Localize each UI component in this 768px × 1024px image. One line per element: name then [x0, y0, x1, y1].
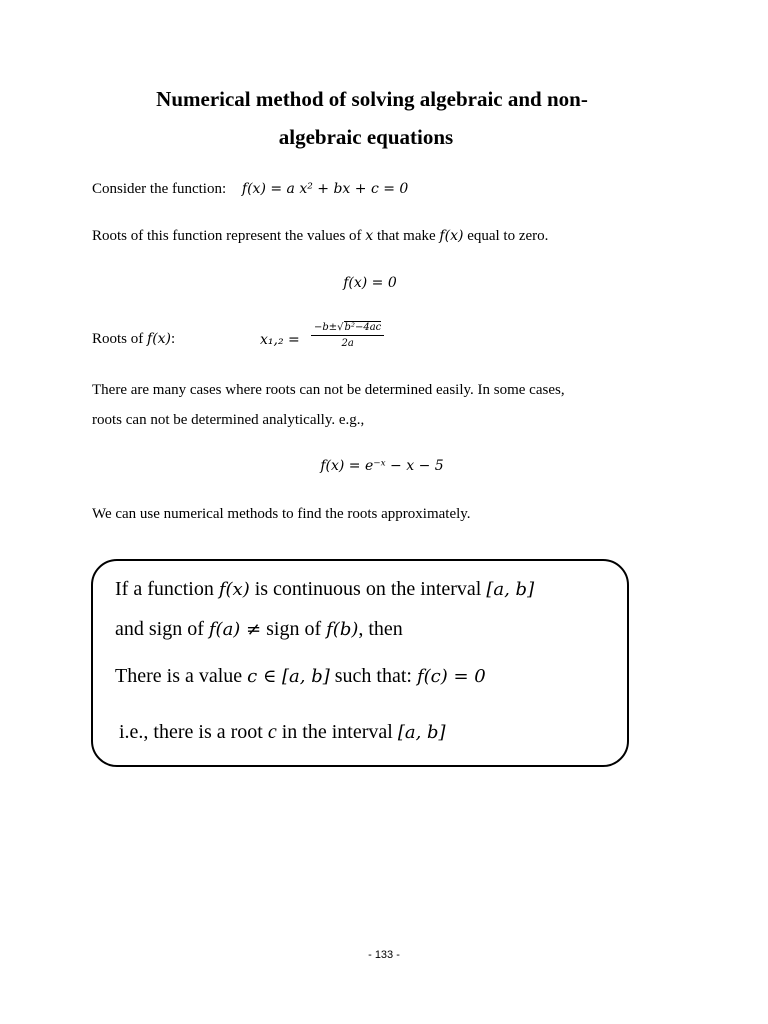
- intro-line: [92, 182, 408, 197]
- page-number: - 133 -: [368, 949, 400, 961]
- theorem-text: If a function: [115, 578, 214, 600]
- intro-label: Consider the function:: [92, 181, 227, 197]
- theorem-line-1: [115, 579, 534, 599]
- theorem-line-2: [115, 619, 403, 639]
- numerator-prefix: −b±: [314, 322, 338, 333]
- interval-ab: [a, b]: [486, 579, 535, 600]
- fx-symbol: f(x): [147, 331, 172, 347]
- example-equation: [0, 459, 766, 474]
- c-in-interval: c ∈ [a, b]: [247, 666, 330, 687]
- fc-equals-zero: f(c) = 0: [416, 666, 486, 687]
- c-symbol: c: [267, 721, 277, 743]
- theorem-line-4: [119, 722, 446, 742]
- theorem-text: i.e., there is a root: [119, 721, 263, 743]
- f-equals-zero: f(x) = 0: [343, 275, 397, 291]
- theorem-text: is continuous on the interval: [254, 578, 482, 600]
- roots-sentence-part: equal to zero.: [467, 228, 549, 244]
- theorem-text: and sign of: [115, 618, 204, 640]
- theorem-text: sign of: [266, 618, 322, 640]
- cases-line-2: roots can not be determined analytically. e.g.,: [92, 412, 365, 428]
- title-line-2: algebraic equations: [278, 125, 454, 149]
- quadratic-equation: f(x) = a x² + bx + c = 0: [241, 181, 409, 197]
- equation-f-zero: [0, 276, 754, 291]
- title-line-1: Numerical method of solving algebraic and non-: [156, 87, 588, 111]
- interval-ab: [a, b]: [397, 722, 446, 743]
- fa-not-equal: f(a) ≠: [208, 619, 262, 640]
- fb-symbol: f(b): [326, 619, 359, 640]
- fraction-denominator: 2a: [341, 338, 354, 349]
- cases-line-1: There are many cases where roots can not be determined easily. In some cases,: [92, 382, 565, 398]
- roots-sentence: [92, 229, 548, 244]
- example-equation-text: f(x) = e⁻ˣ − x − 5: [320, 458, 444, 474]
- fx-symbol: f(x): [218, 579, 250, 600]
- colon: :: [171, 331, 176, 347]
- roots-of-text: Roots of: [92, 331, 144, 347]
- fx-symbol: f(x): [439, 228, 464, 244]
- theorem-text: There is a value: [115, 665, 243, 687]
- theorem-line-3: [115, 666, 486, 686]
- roots-sentence-part: that make: [376, 228, 436, 244]
- roots-of-label: [92, 332, 175, 347]
- quadratic-formula-fraction: [311, 322, 384, 349]
- fraction-numerator: −b±√b²−4ac: [311, 322, 384, 336]
- var-x: x: [365, 228, 374, 244]
- theorem-text: in the interval: [281, 721, 393, 743]
- quadratic-formula-lhs: [260, 333, 300, 348]
- theorem-text: , then: [358, 618, 403, 640]
- discriminant: b²−4ac: [344, 322, 382, 333]
- roots-sentence-part: Roots of this function represent the values of: [92, 228, 362, 244]
- x12-lhs: x₁,₂ =: [260, 332, 300, 348]
- theorem-text: such that:: [334, 665, 412, 687]
- numerical-methods-sentence: We can use numerical methods to find the roots approximately.: [92, 506, 471, 522]
